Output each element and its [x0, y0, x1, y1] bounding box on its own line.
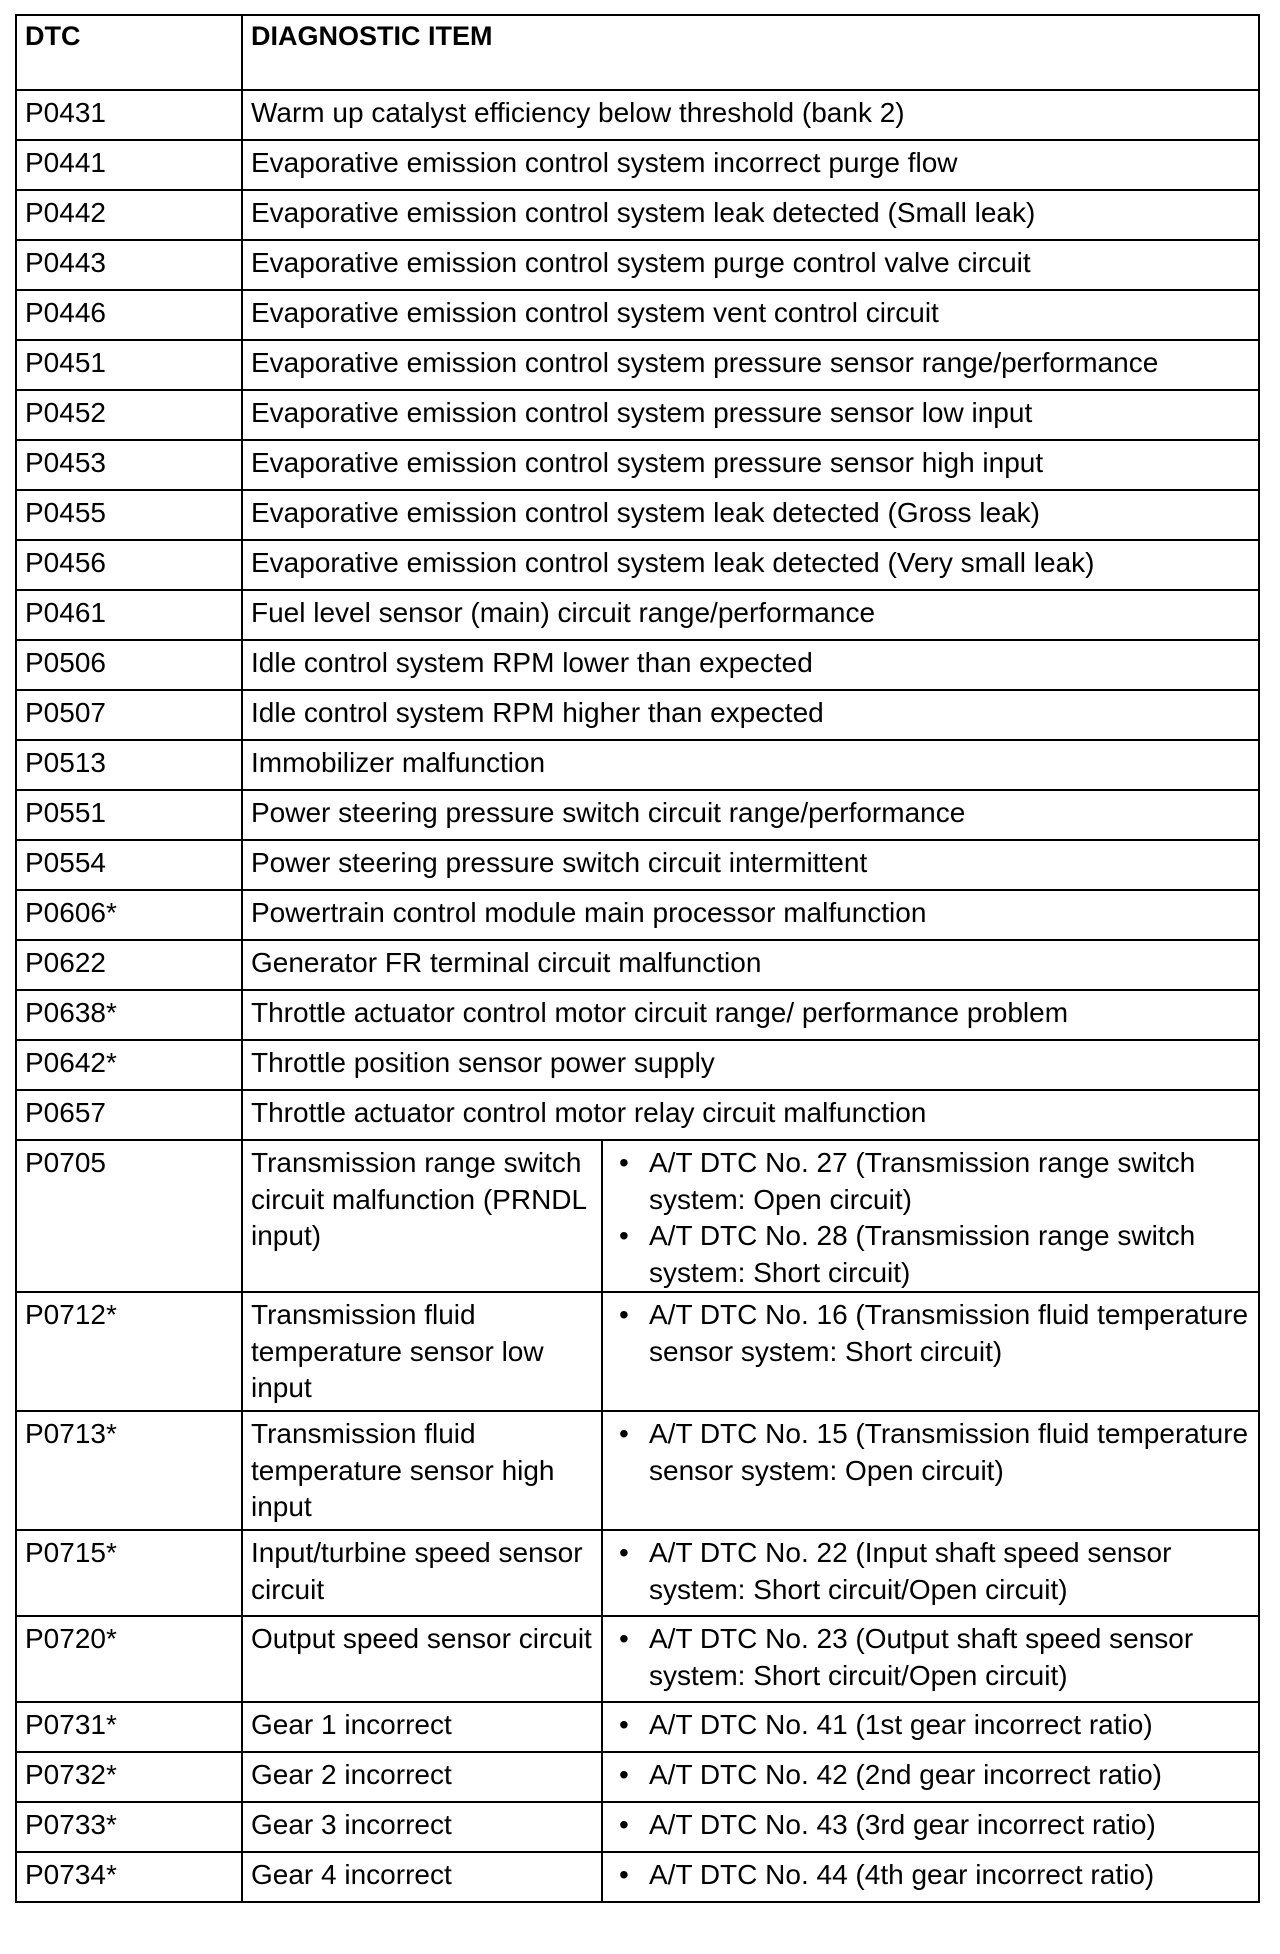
dtc-code: P0657 — [16, 1090, 242, 1140]
at-dtc-notes — [602, 1852, 1259, 1902]
at-dtc-note: • A/T DTC No. 41 (1st gear incorrect ratio) — [649, 1707, 1250, 1744]
diagnostic-item: Evaporative emission control system purge control valve circuit — [242, 240, 1259, 290]
dtc-code: P0622 — [16, 940, 242, 990]
diagnostic-item: Gear 4 incorrect — [242, 1852, 602, 1902]
dtc-code: P0554 — [16, 840, 242, 890]
dtc-code: P0451 — [16, 340, 242, 390]
table-header-row — [16, 15, 1259, 90]
at-dtc-notes — [602, 1530, 1259, 1616]
diagnostic-item: Evaporative emission control system leak detected (Small leak) — [242, 190, 1259, 240]
diagnostic-item: Throttle actuator control motor relay circuit malfunction — [242, 1090, 1259, 1140]
diagnostic-item: Idle control system RPM lower than expected — [242, 640, 1259, 690]
table-row — [16, 690, 1259, 740]
at-dtc-notes — [602, 1292, 1259, 1411]
diagnostic-item: Throttle position sensor power supply — [242, 1040, 1259, 1090]
at-dtc-note: • A/T DTC No. 27 (Transmission range switch system: Open circuit) — [649, 1145, 1250, 1218]
at-dtc-note: • A/T DTC No. 15 (Transmission fluid temperature sensor system: Open circuit) — [649, 1416, 1250, 1489]
at-dtc-note: • A/T DTC No. 23 (Output shaft speed sensor system: Short circuit/Open circuit) — [649, 1621, 1250, 1694]
at-dtc-list — [611, 1297, 1250, 1370]
table-row — [16, 140, 1259, 190]
dtc-code: P0642* — [16, 1040, 242, 1090]
diagnostic-item: Gear 1 incorrect — [242, 1702, 602, 1752]
dtc-code: P0731* — [16, 1702, 242, 1752]
at-dtc-notes — [602, 1702, 1259, 1752]
table-row — [16, 440, 1259, 490]
table-row — [16, 490, 1259, 540]
dtc-table — [15, 14, 1260, 1903]
diagnostic-item: Output speed sensor circuit — [242, 1616, 602, 1702]
table-row — [16, 1292, 1259, 1411]
at-dtc-note: • A/T DTC No. 43 (3rd gear incorrect ratio) — [649, 1807, 1250, 1844]
table-row — [16, 1852, 1259, 1902]
at-dtc-list — [611, 1857, 1250, 1894]
at-dtc-note: • A/T DTC No. 16 (Transmission fluid temperature sensor system: Short circuit) — [649, 1297, 1250, 1370]
diagnostic-item: Evaporative emission control system leak detected (Very small leak) — [242, 540, 1259, 590]
dtc-code: P0551 — [16, 790, 242, 840]
diagnostic-item: Evaporative emission control system vent control circuit — [242, 290, 1259, 340]
diagnostic-item: Transmission fluid temperature sensor low input — [242, 1292, 602, 1411]
dtc-code: P0715* — [16, 1530, 242, 1616]
table-row — [16, 1530, 1259, 1616]
at-dtc-note: • A/T DTC No. 28 (Transmission range switch system: Short circuit) — [649, 1218, 1250, 1291]
diagnostic-item: Throttle actuator control motor circuit range/ performance problem — [242, 990, 1259, 1040]
at-dtc-notes — [602, 1140, 1259, 1292]
table-row — [16, 1752, 1259, 1802]
diagnostic-item: Evaporative emission control system pressure sensor low input — [242, 390, 1259, 440]
header-diagnostic-item: DIAGNOSTIC ITEM — [242, 15, 1259, 90]
dtc-code: P0446 — [16, 290, 242, 340]
at-dtc-notes — [602, 1802, 1259, 1852]
dtc-code: P0720* — [16, 1616, 242, 1702]
dtc-code: P0713* — [16, 1411, 242, 1530]
dtc-code: P0431 — [16, 90, 242, 140]
at-dtc-list — [611, 1807, 1250, 1844]
header-dtc: DTC — [16, 15, 242, 90]
dtc-code: P0455 — [16, 490, 242, 540]
dtc-document — [15, 14, 1258, 1903]
dtc-code: P0733* — [16, 1802, 242, 1852]
dtc-code: P0606* — [16, 890, 242, 940]
diagnostic-item: Generator FR terminal circuit malfunction — [242, 940, 1259, 990]
diagnostic-item: Evaporative emission control system pressure sensor high input — [242, 440, 1259, 490]
dtc-code: P0456 — [16, 540, 242, 590]
table-row — [16, 1411, 1259, 1530]
dtc-code: P0441 — [16, 140, 242, 190]
diagnostic-item: Warm up catalyst efficiency below threshold (bank 2) — [242, 90, 1259, 140]
at-dtc-list — [611, 1145, 1250, 1291]
diagnostic-item: Power steering pressure switch circuit range/performance — [242, 790, 1259, 840]
diagnostic-item: Power steering pressure switch circuit intermittent — [242, 840, 1259, 890]
at-dtc-note: • A/T DTC No. 22 (Input shaft speed sensor system: Short circuit/Open circuit) — [649, 1535, 1250, 1608]
diagnostic-item: Powertrain control module main processor malfunction — [242, 890, 1259, 940]
at-dtc-notes — [602, 1411, 1259, 1530]
diagnostic-item: Immobilizer malfunction — [242, 740, 1259, 790]
table-row — [16, 390, 1259, 440]
at-dtc-notes — [602, 1616, 1259, 1702]
table-row — [16, 1616, 1259, 1702]
dtc-code: P0734* — [16, 1852, 242, 1902]
diagnostic-item: Evaporative emission control system leak detected (Gross leak) — [242, 490, 1259, 540]
table-row — [16, 1140, 1259, 1292]
dtc-code: P0443 — [16, 240, 242, 290]
table-row — [16, 340, 1259, 390]
dtc-code: P0712* — [16, 1292, 242, 1411]
table-row — [16, 1702, 1259, 1752]
diagnostic-item: Transmission fluid temperature sensor high input — [242, 1411, 602, 1530]
table-row — [16, 990, 1259, 1040]
diagnostic-item: Transmission range switch circuit malfunction (PRNDL input) — [242, 1140, 602, 1292]
dtc-code: P0452 — [16, 390, 242, 440]
table-row — [16, 540, 1259, 590]
dtc-code: P0705 — [16, 1140, 242, 1292]
at-dtc-list — [611, 1707, 1250, 1744]
diagnostic-item: Gear 3 incorrect — [242, 1802, 602, 1852]
at-dtc-note: • A/T DTC No. 42 (2nd gear incorrect ratio) — [649, 1757, 1250, 1794]
dtc-code: P0732* — [16, 1752, 242, 1802]
table-row — [16, 840, 1259, 890]
dtc-code: P0506 — [16, 640, 242, 690]
at-dtc-list — [611, 1757, 1250, 1794]
at-dtc-note: • A/T DTC No. 44 (4th gear incorrect ratio) — [649, 1857, 1250, 1894]
table-row — [16, 1040, 1259, 1090]
table-row — [16, 640, 1259, 690]
dtc-code: P0461 — [16, 590, 242, 640]
diagnostic-item: Gear 2 incorrect — [242, 1752, 602, 1802]
table-row — [16, 1802, 1259, 1852]
at-dtc-list — [611, 1416, 1250, 1489]
dtc-code: P0513 — [16, 740, 242, 790]
dtc-table-body — [16, 15, 1259, 1902]
diagnostic-item: Evaporative emission control system pressure sensor range/performance — [242, 340, 1259, 390]
table-row — [16, 740, 1259, 790]
at-dtc-list — [611, 1621, 1250, 1694]
diagnostic-item: Input/turbine speed sensor circuit — [242, 1530, 602, 1616]
table-row — [16, 240, 1259, 290]
dtc-code: P0442 — [16, 190, 242, 240]
diagnostic-item: Evaporative emission control system incorrect purge flow — [242, 140, 1259, 190]
table-row — [16, 890, 1259, 940]
dtc-code: P0453 — [16, 440, 242, 490]
table-row — [16, 290, 1259, 340]
table-row — [16, 790, 1259, 840]
table-row — [16, 90, 1259, 140]
table-row — [16, 190, 1259, 240]
dtc-code: P0507 — [16, 690, 242, 740]
dtc-code: P0638* — [16, 990, 242, 1040]
diagnostic-item: Idle control system RPM higher than expected — [242, 690, 1259, 740]
table-row — [16, 940, 1259, 990]
table-row — [16, 1090, 1259, 1140]
diagnostic-item: Fuel level sensor (main) circuit range/performance — [242, 590, 1259, 640]
at-dtc-notes — [602, 1752, 1259, 1802]
table-row — [16, 590, 1259, 640]
at-dtc-list — [611, 1535, 1250, 1608]
